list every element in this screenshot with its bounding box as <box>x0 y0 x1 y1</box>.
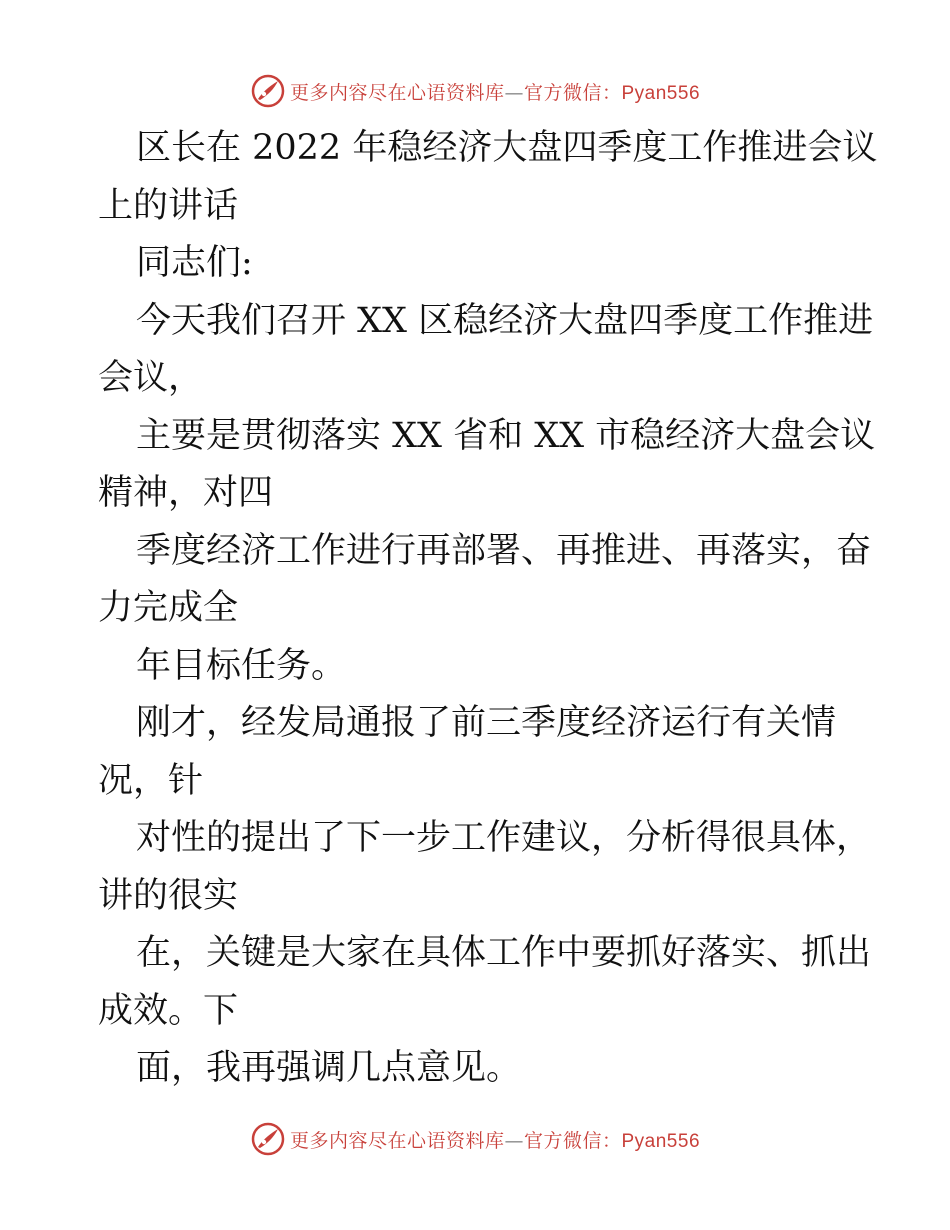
watermark-brand: 更多内容尽在心语资料库 <box>289 81 505 104</box>
paragraph-line: 力完成全 <box>98 588 239 628</box>
watermark-brand: 更多内容尽在心语资料库 <box>289 1129 505 1152</box>
paragraph-line: 面，我再强调几点意见。 <box>136 1048 522 1088</box>
watermark-text <box>290 1126 700 1153</box>
watermark-account: Pyan556 <box>621 1130 701 1152</box>
paragraph-line: 刚才，经发局通报了前三季度经济运行有关情 <box>136 703 837 743</box>
paragraph-line: 季度经济工作进行再部署、再推进、再落实，奋 <box>136 530 872 571</box>
paragraph-line: 讲的很实 <box>98 875 239 916</box>
watermark-account: Pyan556 <box>621 82 701 104</box>
footer-watermark <box>0 1119 950 1159</box>
watermark-label: 官方微信： <box>523 81 622 104</box>
salutation: 同志们: <box>136 243 253 283</box>
watermark-dash: — <box>504 81 524 104</box>
paragraph-line: 精神，对四 <box>98 473 274 513</box>
watermark-dash: — <box>504 1129 524 1152</box>
paragraph-line: 年目标任务。 <box>136 645 347 686</box>
header-watermark <box>0 71 950 111</box>
paragraph-line: 对性的提出了下一步工作建议，分析得很具体， <box>136 818 872 858</box>
paragraph-line: 成效。下 <box>98 990 239 1031</box>
title-line-1: 区长在 2022 年稳经济大盘四季度工作推进会议 <box>136 128 878 168</box>
paragraph-line: 在，关键是大家在具体工作中要抓好落实、抓出 <box>136 933 872 973</box>
paragraph-line: 主要是贯彻落实 XX 省和 XX 市稳经济大盘会议 <box>136 415 876 456</box>
paragraph-line: 会议， <box>98 358 204 398</box>
title-line-2: 上的讲话 <box>98 185 239 226</box>
paragraph-line: 今天我们召开 XX 区稳经济大盘四季度工作推进 <box>136 300 874 341</box>
watermark-label: 官方微信： <box>523 1129 622 1152</box>
paragraph-line: 况，针 <box>98 760 204 801</box>
pen-logo-icon <box>250 73 286 109</box>
watermark-text <box>290 78 700 105</box>
speech-body <box>98 120 878 1098</box>
pen-logo-icon <box>250 1121 286 1157</box>
